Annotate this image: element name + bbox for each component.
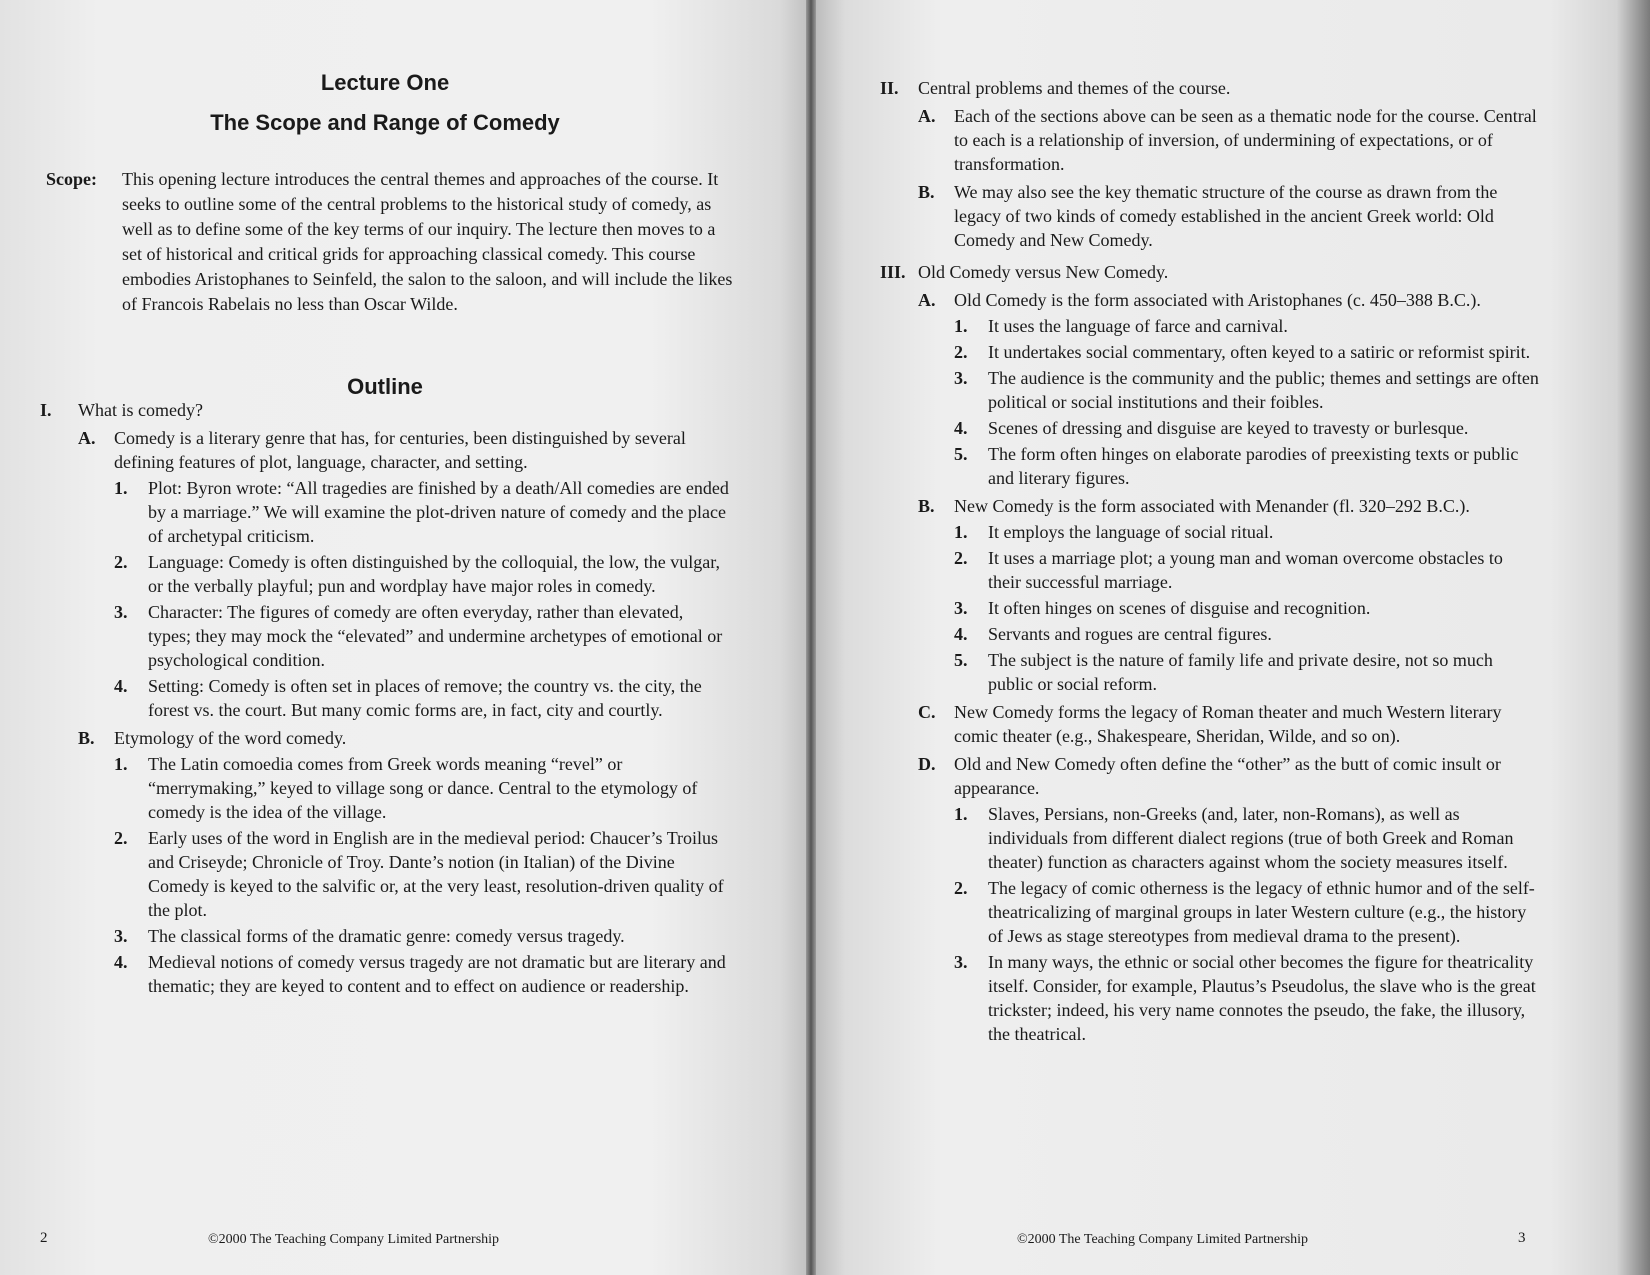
footer-left: ©2000 The Teaching Company Limited Partnership: [208, 1232, 500, 1247]
outline-text: We may also see the key thematic structure of the course as drawn from the legacy of two kinds of comedy established in the ancient Greek world: Old Comedy and New Comedy.: [954, 182, 1498, 250]
outline-label: C.: [918, 702, 936, 722]
outline-label: 2.: [114, 552, 128, 572]
outline-subsection: [918, 700, 1540, 748]
outline-point: [954, 520, 1540, 544]
outline-label: D.: [918, 754, 936, 774]
outline-text: The legacy of comic otherness is the legacy of ethnic humor and of the self-theatricalizing of marginal groups in later Western culture (e.g., the history of Jews as stage stereotypes from medieval drama to the present).: [988, 878, 1535, 946]
outline-text: It often hinges on scenes of disguise and recognition.: [988, 598, 1371, 618]
outline-text: Character: The figures of comedy are often everyday, rather than elevated, types; they may mock the “elevated” and undermine archetypes of emotional or psychological condition.: [148, 602, 723, 670]
outline-label: II.: [880, 78, 899, 98]
outline-label: 1.: [954, 804, 968, 824]
outline-text: The form often hinges on elaborate parodies of preexisting texts or public and literary figures.: [988, 444, 1519, 488]
outline-text: Each of the sections above can be seen as a thematic node for the course. Central to each is a relationship of inversion, of undermining of expectations, or of transformation.: [954, 106, 1537, 174]
outline-label: A.: [918, 106, 936, 126]
outline-label: 5.: [954, 650, 968, 670]
outline-point: [114, 550, 730, 598]
outline-point: [954, 950, 1540, 1046]
outline-text: Setting: Comedy is often set in places of remove; the country vs. the city, the forest vs. the court. But many comic forms are, in fact, city and courtly.: [148, 676, 702, 720]
outline-label: 1.: [114, 754, 128, 774]
outline-label: 3.: [954, 598, 968, 618]
outline-subsection: [78, 726, 730, 750]
outline-subsection: [78, 426, 730, 474]
outline-section: [880, 260, 1540, 284]
outline-text: Etymology of the word comedy.: [114, 728, 347, 748]
outline-text: Old Comedy is the form associated with Aristophanes (c. 450–388 B.C.).: [954, 290, 1481, 310]
outline-section: [880, 76, 1540, 100]
outline-subsection: [918, 104, 1540, 176]
outline-point: [954, 802, 1540, 874]
outline-point: [954, 442, 1540, 490]
outline-subsection: [918, 752, 1540, 800]
outline-point: [954, 416, 1540, 440]
outline-point: [114, 476, 730, 548]
outline-text: Plot: Byron wrote: “All tragedies are finished by a death/All comedies are ended by a marriage.” We will examine the plot-driven nature of comedy and the place of archetypal criticism.: [148, 478, 729, 546]
outline-text: Medieval notions of comedy versus tragedy are not dramatic but are literary and thematic; they are keyed to content and to effect on audience or readership.: [148, 952, 726, 996]
outline-label: B.: [918, 496, 935, 516]
outline-text: Central problems and themes of the course.: [918, 78, 1231, 98]
outline-label: 3.: [954, 368, 968, 388]
outline-point: [114, 674, 730, 722]
outline-point: [954, 366, 1540, 414]
outline-subsection: [918, 288, 1540, 312]
outline-text: The subject is the nature of family life and private desire, not so much public or social reform.: [988, 650, 1493, 694]
outline-label: 3.: [114, 602, 128, 622]
outline-label: 4.: [954, 418, 968, 438]
left-outline: [40, 398, 730, 998]
outline-label: 2.: [114, 828, 128, 848]
outline-point: [114, 600, 730, 672]
outline-heading: Outline: [347, 374, 423, 399]
page-number-left: 2: [40, 1230, 48, 1246]
outline-label: 5.: [954, 444, 968, 464]
outline-label: 1.: [954, 316, 968, 336]
outline-text: Slaves, Persians, non-Greeks (and, later, non-Romans), as well as individuals from different dialect regions (true of both Greek and Roman theater) function as characters against whom the society measures itself.: [988, 804, 1514, 872]
scope-section: [46, 167, 736, 317]
outline-point: [954, 340, 1540, 364]
outline-text: The Latin comoedia comes from Greek words meaning “revel” or “merrymaking,” keyed to village song or dance. Central to the etymology of comedy is the idea of the village.: [148, 754, 698, 822]
outline-point: [954, 314, 1540, 338]
book-gutter: [806, 0, 816, 1275]
scope-text: This opening lecture introduces the central themes and approaches of the course. It seeks to outline some of the central problems to the historical study of comedy, as well as to define some of the key terms of our inquiry. The lecture then moves to a set of historical and critical grids for approaching classical comedy. This course embodies Aristophanes to Seinfeld, the salon to the saloon, and will include the likes of Francois Rabelais no less than Oscar Wilde.: [122, 169, 733, 314]
outline-label: 4.: [954, 624, 968, 644]
outline-subsection: [918, 180, 1540, 252]
outline-label: A.: [78, 428, 96, 448]
outline-label: 4.: [114, 676, 128, 696]
outline-text: It employs the language of social ritual.: [988, 522, 1274, 542]
outline-label: 2.: [954, 548, 968, 568]
right-outline: [880, 76, 1540, 1046]
outline-point: [954, 648, 1540, 696]
outline-text: Old and New Comedy often define the “other” as the butt of comic insult or appearance.: [954, 754, 1501, 798]
outline-text: Old Comedy versus New Comedy.: [918, 262, 1169, 282]
outline-text: It undertakes social commentary, often keyed to a satiric or reformist spirit.: [988, 342, 1531, 362]
lecture-number: Lecture One: [320, 70, 450, 95]
outline-label: 2.: [954, 342, 968, 362]
outline-point: [114, 924, 730, 948]
outline-text: Scenes of dressing and disguise are keyed to travesty or burlesque.: [988, 418, 1469, 438]
outline-point: [954, 546, 1540, 594]
outline-label: 3.: [954, 952, 968, 972]
outline-subsection: [918, 494, 1540, 518]
outline-text: New Comedy is the form associated with Menander (fl. 320–292 B.C.).: [954, 496, 1470, 516]
page-number-right: 3: [1518, 1230, 1526, 1246]
outline-text: It uses the language of farce and carnival.: [988, 316, 1288, 336]
left-page: [0, 0, 812, 1275]
outline-text: The classical forms of the dramatic genre: comedy versus tragedy.: [148, 926, 625, 946]
outline-label: B.: [918, 182, 935, 202]
outline-text: The audience is the community and the public; themes and settings are often political or social institutions and their foibles.: [988, 368, 1539, 412]
outline-point: [954, 596, 1540, 620]
outline-label: III.: [880, 262, 906, 282]
lecture-title: The Scope and Range of Comedy: [210, 110, 560, 135]
outline-label: 3.: [114, 926, 128, 946]
outline-point: [114, 752, 730, 824]
outline-text: Comedy is a literary genre that has, for centuries, been distinguished by several defining features of plot, language, character, and setting.: [114, 428, 686, 472]
outline-label: B.: [78, 728, 95, 748]
outline-point: [114, 950, 730, 998]
footer-right: ©2000 The Teaching Company Limited Partnership: [1017, 1232, 1309, 1247]
right-page: [812, 0, 1650, 1275]
outline-text: Servants and rogues are central figures.: [988, 624, 1272, 644]
outline-point: [954, 876, 1540, 948]
outline-label: 4.: [114, 952, 128, 972]
outline-label: I.: [40, 400, 52, 420]
outline-text: In many ways, the ethnic or social other becomes the figure for theatricality itself. Consider, for example, Plautus’s Pseudolus, the slave who is the great trickster; indeed, his very name connotes the pseudo, the fake, the illusory, the theatrical.: [988, 952, 1536, 1044]
outline-label: 1.: [114, 478, 128, 498]
outline-text: It uses a marriage plot; a young man and woman overcome obstacles to their successful marriage.: [988, 548, 1503, 592]
outline-label: 1.: [954, 522, 968, 542]
outline-section: [40, 398, 730, 422]
outline-label: 2.: [954, 878, 968, 898]
outline-text: What is comedy?: [78, 400, 203, 420]
scope-label: Scope:: [46, 169, 97, 189]
outline-text: New Comedy forms the legacy of Roman theater and much Western literary comic theater (e.g., Shakespeare, Sheridan, Wilde, and so on).: [954, 702, 1502, 746]
outline-point: [954, 622, 1540, 646]
outline-text: Language: Comedy is often distinguished by the colloquial, the low, the vulgar, or the verbally playful; pun and wordplay have major roles in comedy.: [148, 552, 721, 596]
outline-text: Early uses of the word in English are in the medieval period: Chaucer’s Troilus and Criseyde; Chronicle of Troy. Dante’s notion (in Italian) of the Divine Comedy is keyed to the salvific or, at the very least, resolution-driven quality of the plot.: [148, 828, 724, 920]
outline-point: [114, 826, 730, 922]
outline-label: A.: [918, 290, 936, 310]
